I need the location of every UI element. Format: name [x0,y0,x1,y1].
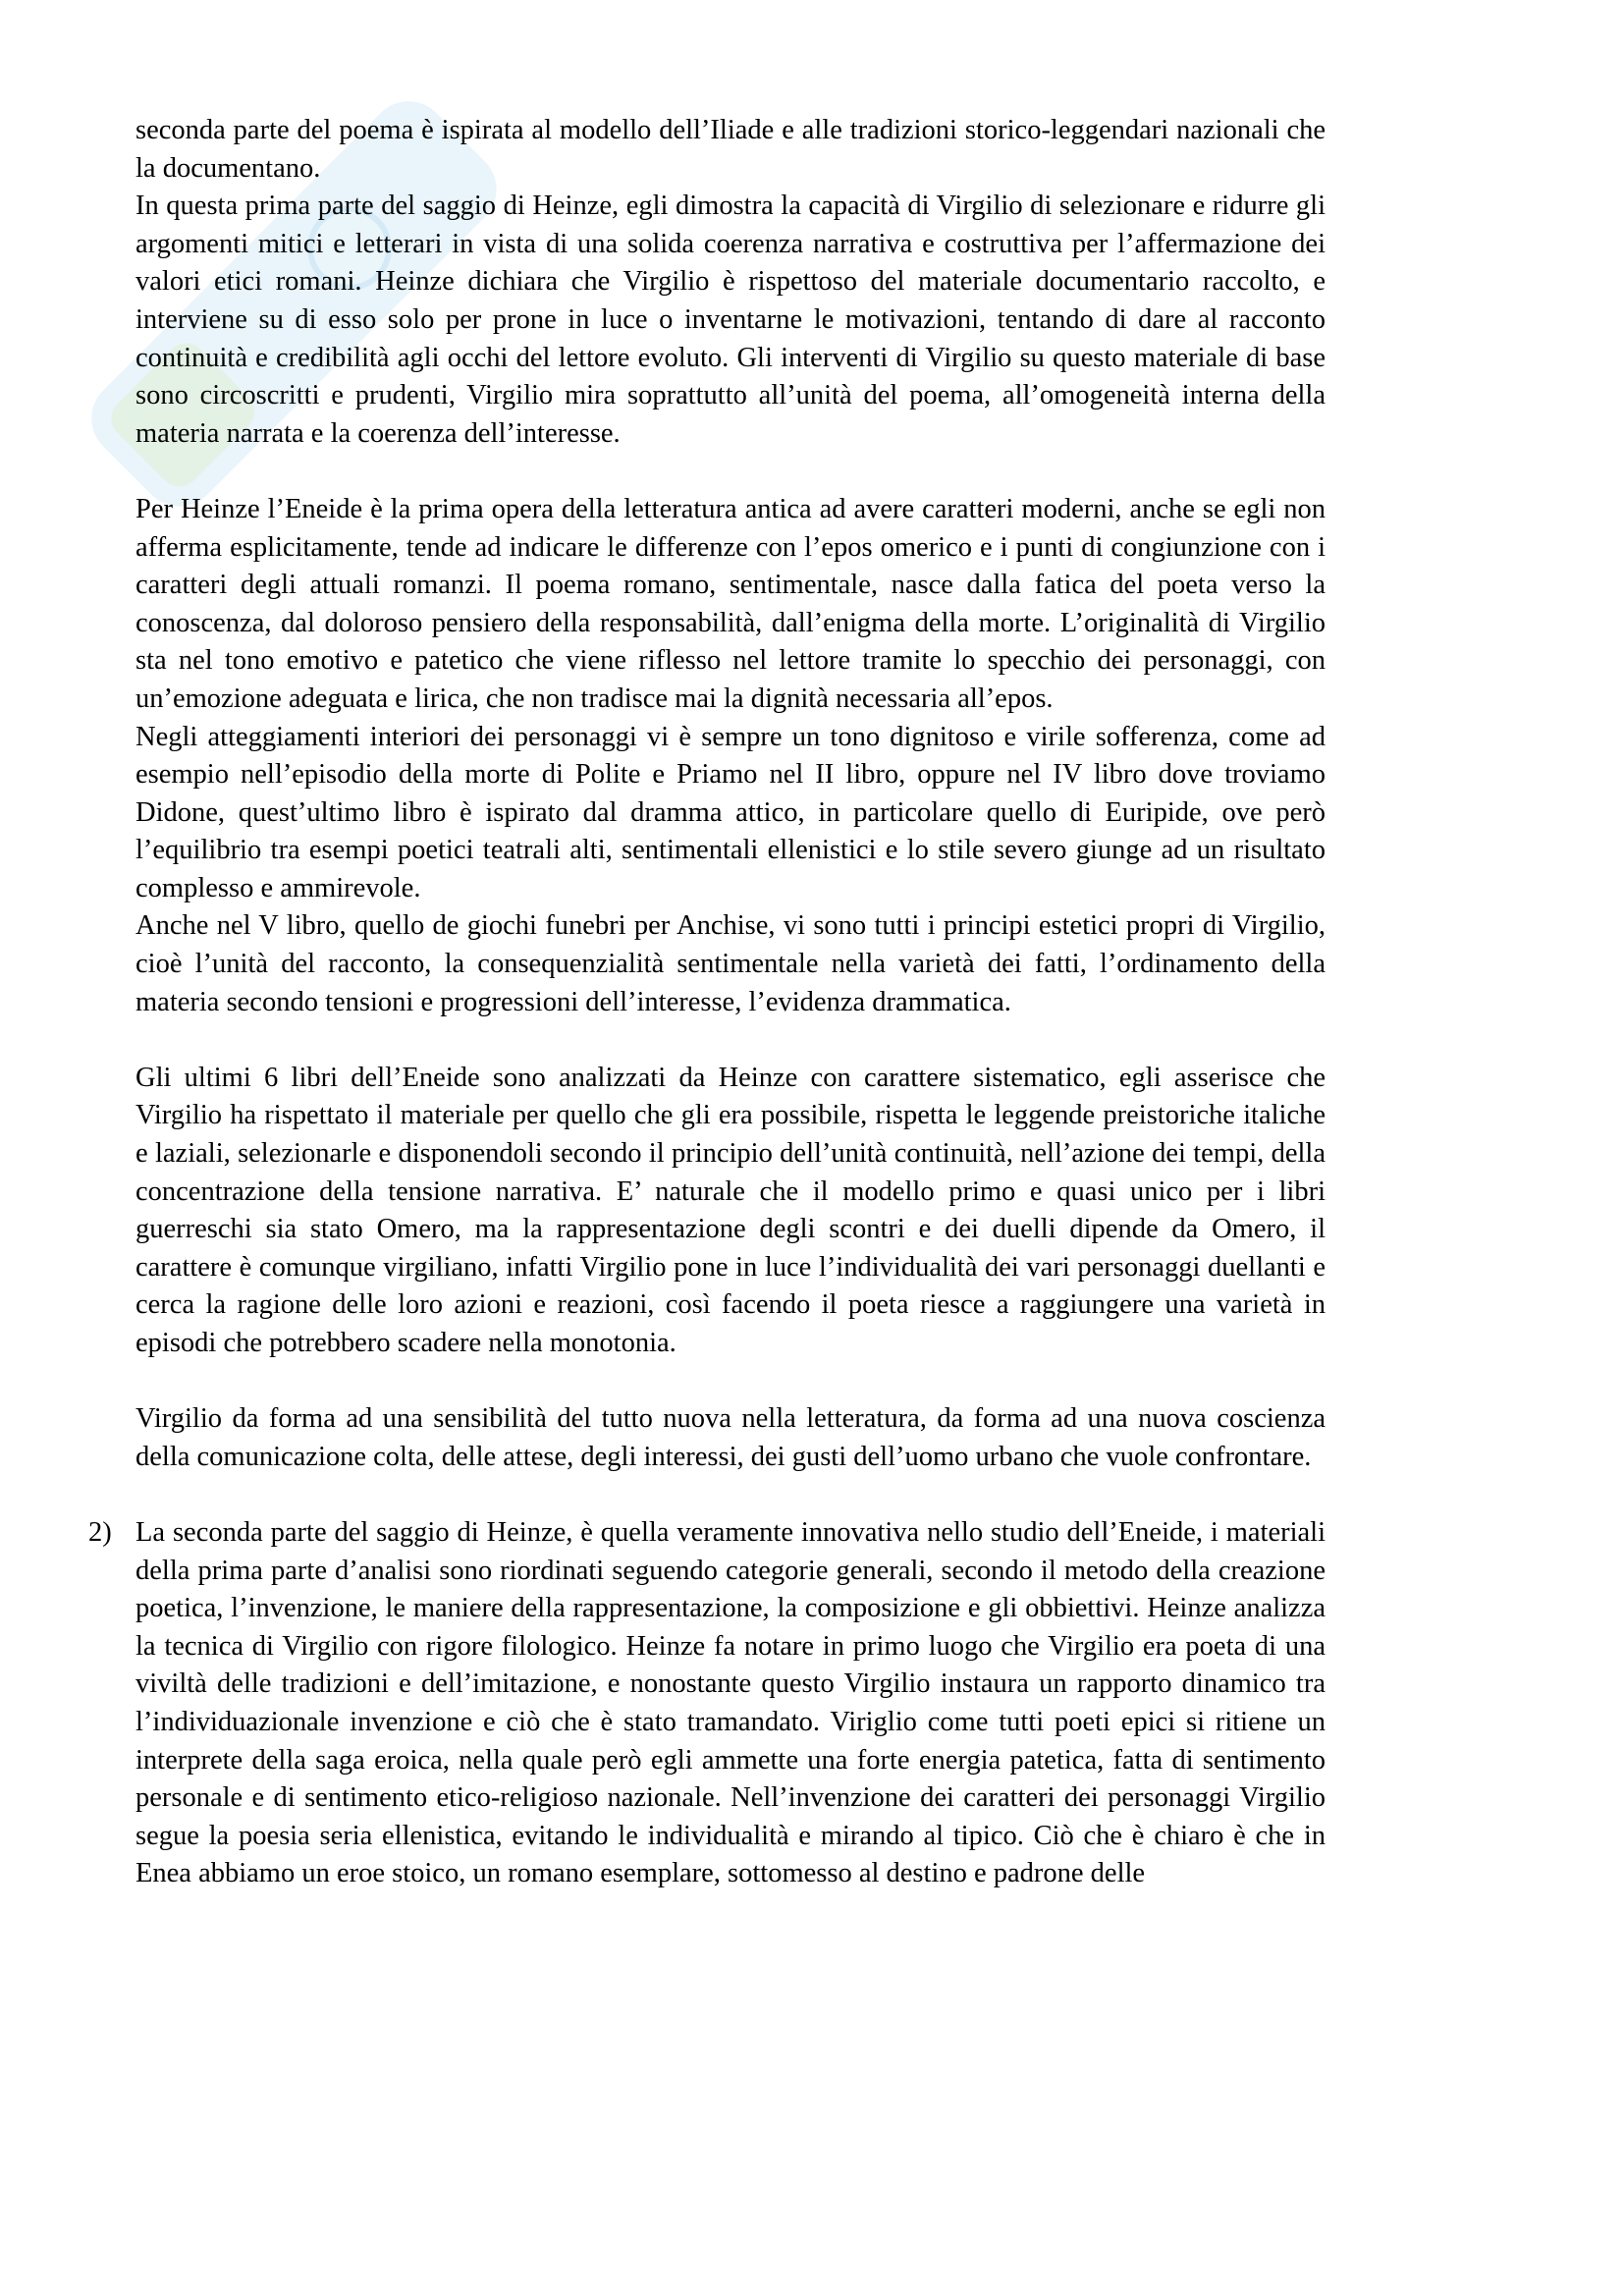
list-number: 2) [88,1516,112,1548]
paragraph-gap [135,1363,1326,1401]
paragraph-gap [135,453,1326,491]
paragraph-5: Anche nel V libro, quello de giochi funebri per Anchise, vi sono tutti i principi estetici propri di Virgilio, cioè l’unità del racconto, la consequenzialità sentimentale nella varietà dei fatti, l’ordinamento della materia secondo tensioni e progressioni dell’interesse, l’evidenza drammatica. [135,910,1326,1017]
paragraph-3: Per Heinze l’Eneide è la prima opera della letteratura antica ad avere caratteri moderni, anche se egli non afferma esplicitamente, tende ad indicare le differenze con l’epos omerico e i punti di congiunzione con i caratteri degli attuali romanzi. Il poema romano, sentimentale, nasce dalla fatica del poeta verso la conoscenza, dal doloroso pensiero della responsabilità, dall’enigma della morte. L’originalità di Virgilio sta nel tono emotivo e patetico che viene riflesso nel lettore tramite lo specchio dei personaggi, con un’emozione adeguata e lirica, che non tradisce mai la dignità necessaria all’epos. [135,493,1326,714]
paragraph-gap [135,1476,1326,1514]
page-body [88,112,1326,1893]
paragraph-8: La seconda parte del saggio di Heinze, è quella veramente innovativa nello studio dell’Eneide, i materiali della prima parte d’analisi sono riordinati seguendo categorie generali, secondo il metodo della creazione poetica, l’invenzione, le maniere della rappresentazione, la composizione e gli obbiettivi. Heinze analizza la tecnica di Virgilio con rigore filologico. Heinze fa notare in primo luogo che Virgilio era poeta di una viviltà delle tradizioni e dell’imitazione, e nonostante questo Virgilio instaura un rapporto dinamico tra l’individuazionale invenzione e ciò che è stato tramandato. Viriglio come tutti poeti epici si ritiene un interprete della saga eroica, nella quale però egli ammette una forte energia patetica, fatta di sentimento personale e di sentimento etico-religioso nazionale. Nell’invenzione dei caratteri dei personaggi Virgilio segue la poesia seria ellenistica, evitando le individualità e mirando al tipico. Ciò che è chiaro è che in Enea abbiamo un eroe stoico, un romano esemplare, sottomesso al destino e padrone delle [135,1516,1326,1889]
paragraph-2: In questa prima parte del saggio di Heinze, egli dimostra la capacità di Virgilio di selezionare e ridurre gli argomenti mitici e letterari in vista di una solida coerenza narrativa e costruttiva per l’affermazione dei valori etici romani. Heinze dichiara che Virgilio è rispettoso del materiale documentario raccolto, e interviene su di esso solo per prone in luce o inventarne le motivazioni, tentando di dare al racconto continuità e credibilità agli occhi del lettore evoluto. Gli interventi di Virgilio su questo materiale di base sono circoscritti e prudenti, Virgilio mira soprattutto all’unità del poema, all’omogeneità interna della materia narrata e la coerenza dell’interesse. [135,191,1326,449]
paragraph-7: Virgilio da forma ad una sensibilità del tutto nuova nella letteratura, da forma ad una nuova coscienza della comunicazione colta, delle attese, degli interessi, dei gusti dell’uomo urbano che vuole confrontare. [135,1403,1326,1472]
paragraph-6: Gli ultimi 6 libri dell’Eneide sono analizzati da Heinze con carattere sistematico, egli asserisce che Virgilio ha rispettato il materiale per quello che gli era possibile, rispetta le leggende preistoriche italiche e laziali, selezionarle e disponendoli secondo il principio dell’unità continuità, nell’azione dei tempi, della concentrazione della tensione narrativa. E’ naturale che il modello primo e quasi unico per i libri guerreschi sia stato Omero, ma la rappresentazione degli scontri e dei duelli dipende da Omero, il carattere è comunque virgiliano, infatti Virgilio pone in luce l’individualità dei vari personaggi duellanti e cerca la ragione delle loro azioni e reazioni, così facendo il poeta riesce a raggiungere una varietà in episodi che potrebbero scadere nella monotonia. [135,1062,1326,1358]
paragraph-4: Negli atteggiamenti interiori dei personaggi vi è sempre un tono dignitoso e virile sofferenza, come ad esempio nell’episodio della morte di Polite e Priamo nel II libro, oppure nel IV libro dove troviamo Didone, quest’ultimo libro è ispirato dal dramma attico, in particolare quello di Euripide, ove però l’equilibrio tra esempi poetici teatrali alti, sentimentali ellenistici e lo stile severo giunge ad un risultato complesso e ammirevole. [135,721,1326,903]
numbered-item-2 [88,1514,1326,1893]
paragraph-gap [135,1021,1326,1060]
paragraph-1: seconda parte del poema è ispirata al modello dell’Iliade e alle tradizioni storico-leggendari nazionali che la documentano. [135,115,1326,184]
